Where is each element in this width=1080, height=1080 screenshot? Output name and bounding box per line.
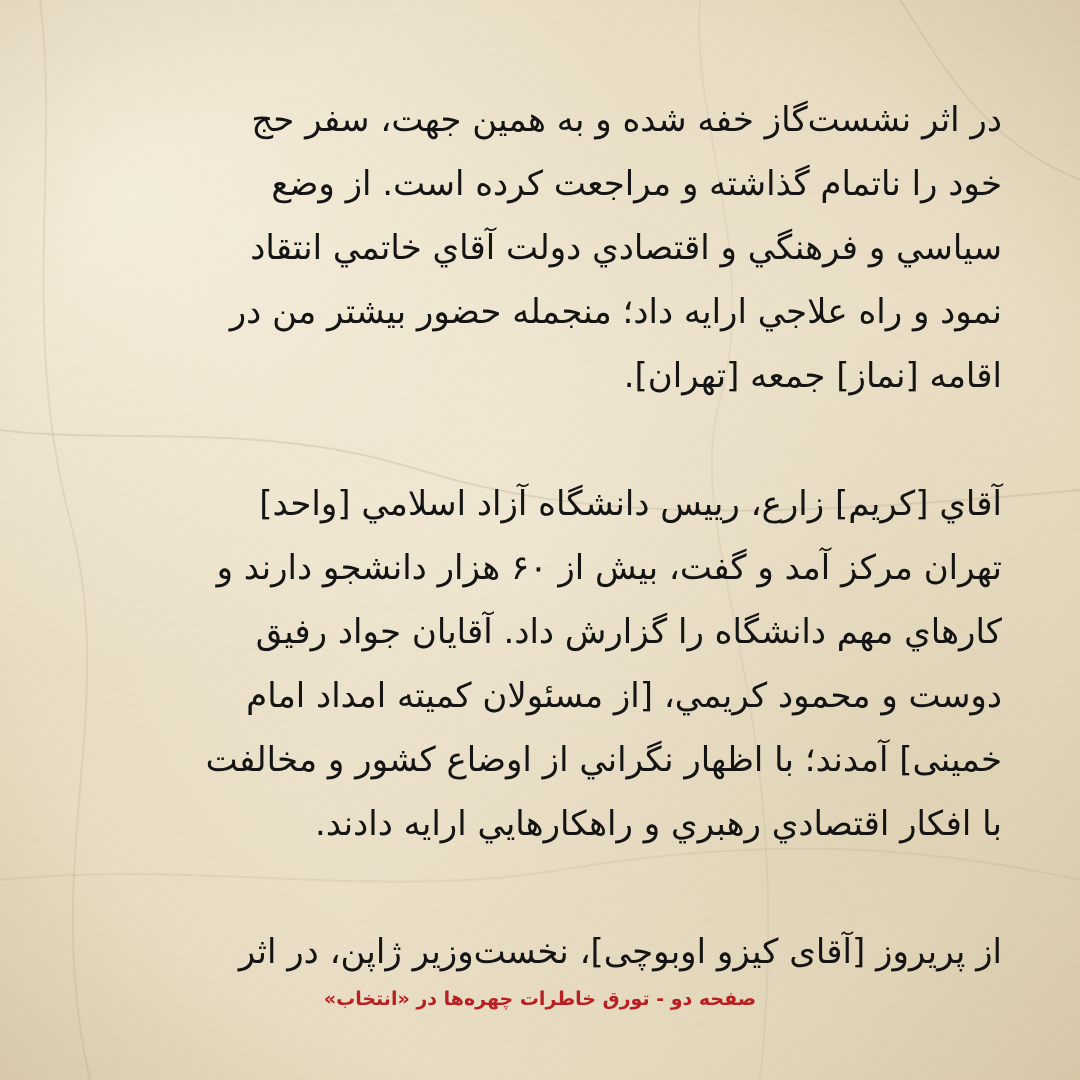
memoir-text-block xyxy=(88,88,1002,984)
paragraph-1: در اثر نشست‌گاز خفه شده و به همین جهت، سفر حج خود را ناتمام گذاشته و مراجعت کرده است. از وضع سياسي و فرهنگي و اقتصادي دولت آقاي خاتمي انتقاد نمود و راه علاجي ارايه داد؛ منجمله حضور بيشتر من در اقامه [نماز] جمعه [تهران]. xyxy=(229,100,1002,396)
paragraph-2: آقاي [كريم] زارع، رييس دانشگاه آزاد اسلامي [واحد] تهران مركز آمد و گفت، بيش از ۶۰ هزار دانشجو دارند و كارهاي مهم دانشگاه را گزارش داد. آقايان جواد رفيق دوست و محمود كريمي، [از مسئولان كميته امداد امام خمینی] آمدند؛ با اظهار نگراني از اوضاع كشور و مخالفت با افكار اقتصادي رهبري و راهكارهايي ارايه دادند. xyxy=(205,484,1002,844)
paragraph-3: از پريروز [آقای کیزو اوبوچی]، نخست‌وزیر ژاپن، در اثر xyxy=(238,932,1002,972)
page-caption: صفحه دو - تورق خاطرات چهره‌ها در «انتخاب» xyxy=(323,988,757,1010)
